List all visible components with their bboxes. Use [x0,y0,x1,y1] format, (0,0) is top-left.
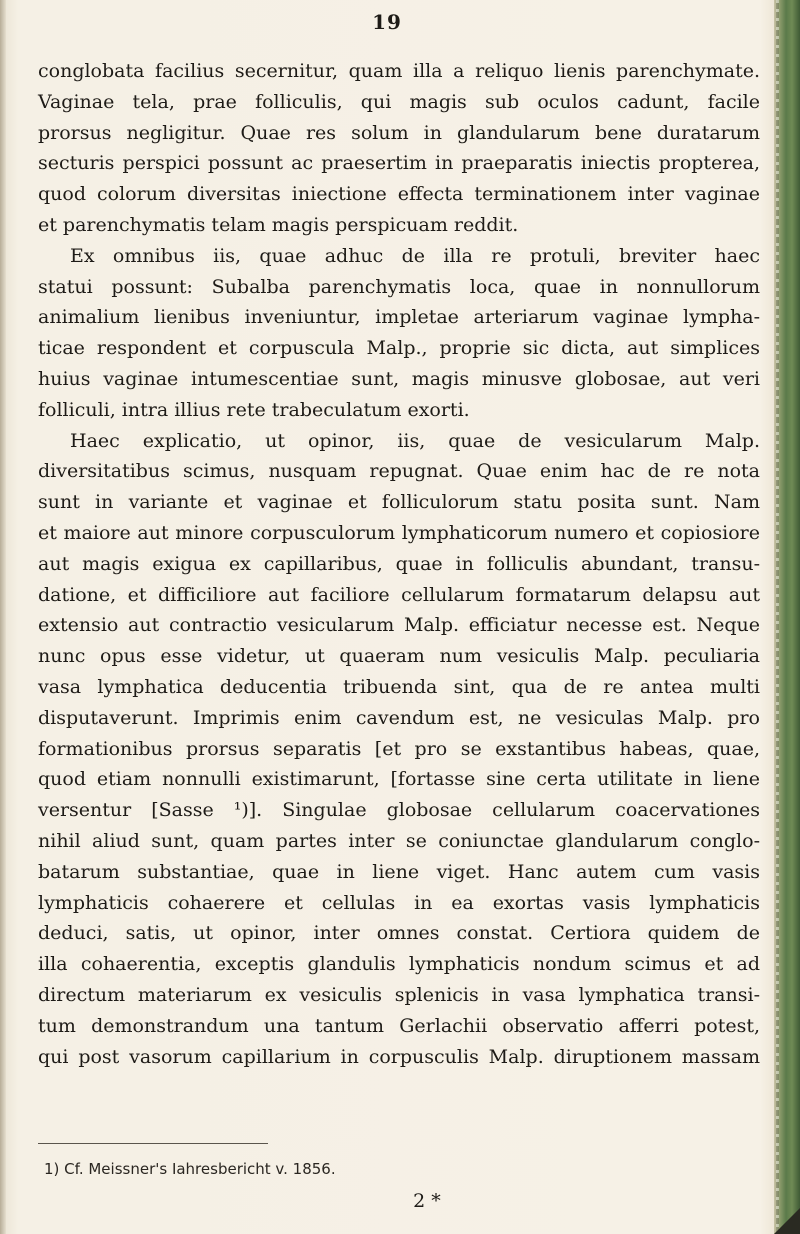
text-line: ticae respondent et corpuscula Malp., proprie sic dicta, aut simplices [38,337,760,360]
text-line: lymphaticis cohaerere et cellulas in ea exortas vasis lymphaticis [38,891,760,914]
text-line: datione, et difficiliore aut faciliore cellularum formatarum delapsu aut [38,583,760,606]
text-line: sunt in variante et vaginae et folliculorum statu posita sunt. Nam [38,491,760,514]
text-line: directum materiarum ex vesiculis splenicis in vasa lymphatica transi- [38,983,760,1006]
page-left-edge [0,0,6,1234]
text-line: Haec explicatio, ut opinor, iis, quae de vesicularum Malp. [70,429,760,452]
footnote-rule [38,1143,268,1144]
text-line: secturis perspici possunt ac praesertim in praeparatis iniectis propterea, [38,152,760,175]
text-line: disputaverunt. Imprimis enim cavendum est, ne vesiculas Malp. pro [38,706,760,729]
text-line: prorsus negligitur. Quae res solum in glandularum bene duratarum [38,121,760,144]
text-line: tum demonstrandum una tantum Gerlachii observatio afferri potest, [38,1014,760,1037]
text-line: vasa lymphatica deducentia tribuenda sint, qua de re antea multi [38,675,760,698]
paragraph-1 [38,56,760,241]
body-text [38,56,760,1072]
text-line: et parenchymatis telam magis perspicuam reddit. [38,213,519,236]
paragraph-2 [38,241,760,426]
text-line: formationibus prorsus separatis [et pro se exstantibus habeas, quae, [38,737,760,760]
text-line: conglobata facilius secernitur, quam illa a reliquo lienis parenchymate. [38,60,760,82]
text-line: Vaginae tela, prae folliculis, qui magis sub oculos cadunt, facile [38,90,760,113]
text-line: et maiore aut minore corpusculorum lymphaticorum numero et copiosiore [38,521,760,544]
text-line: nunc opus esse videtur, ut quaeram num vesiculis Malp. peculiaria [38,645,760,668]
footnote: 1) Cf. Meissner's Iahresbericht v. 1856. [44,1160,336,1178]
text-line: quod etiam nonnulli existimarunt, [fortasse sine certa utilitate in liene [38,768,760,791]
text-line: animalium lienibus inveniuntur, impletae arteriarum vaginae lympha- [38,306,760,329]
paragraph-3 [38,426,760,1073]
text-line: huius vaginae intumescentiae sunt, magis minusve globosae, aut veri [38,367,760,390]
text-line: diversitatibus scimus, nusquam repugnat. Quae enim hac de re nota [38,460,760,483]
text-line: versentur [Sasse ¹)]. Singulae globosae cellularum coacervationes [38,799,760,822]
page-number: 19 [372,10,402,34]
text-line: folliculi, intra illius rete trabeculatum exorti. [38,398,470,421]
text-line: qui post vasorum capillarium in corpusculis Malp. diruptionem massam [38,1045,760,1068]
page-corner [774,1208,800,1234]
text-line: aut magis exigua ex capillaribus, quae in folliculis abundant, transu- [38,552,760,575]
book-binding-edge [774,0,800,1234]
printer-signature-mark: 2 * [413,1190,441,1212]
text-line: Ex omnibus iis, quae adhuc de illa re protuli, breviter haec [70,244,760,267]
text-line: statui possunt: Subalba parenchymatis loca, quae in nonnullorum [38,275,760,298]
text-line: nihil aliud sunt, quam partes inter se coniunctae glandularum conglo- [38,829,760,852]
text-line: extensio aut contractio vesicularum Malp. efficiatur necesse est. Neque [38,614,760,637]
text-line: batarum substantiae, quae in liene viget. Hanc autem cum vasis [38,860,760,883]
text-line: deduci, satis, ut opinor, inter omnes constat. Certiora quidem de [38,922,760,945]
text-line: quod colorum diversitas iniectione effecta terminationem inter vaginae [38,183,760,206]
text-line: illa cohaerentia, exceptis glandulis lymphaticis nondum scimus et ad [38,953,760,976]
